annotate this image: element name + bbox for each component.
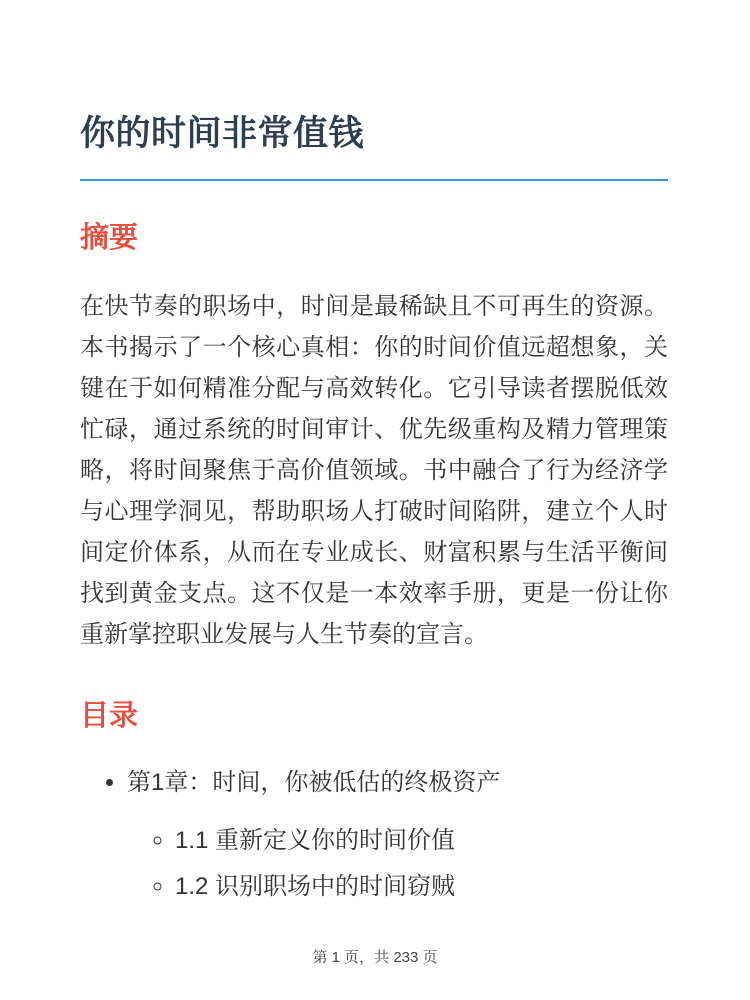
summary-heading: 摘要 — [80, 222, 139, 255]
page-number: 第 1 页，共 233 页 — [312, 949, 438, 966]
toc-chapter-label: 第1章：时间，你被低估的终极资产 — [127, 769, 501, 797]
toc-subitem: ◦ 1.1 重新定义你的时间价值 — [175, 821, 668, 861]
summary-paragraph: 在快节奏的职场中，时间是最稀缺且不可再生的资源。本书揭示了一个核心真相：你的时间价值远超想象，关键在于如何精准分配与高效转化。它引导读者摆脱低效忙碌，通过系统的时间审计、优先级重构及精力管理策略，将时间聚焦于高价值领域。书中融合了行为经济学与心理学洞见，帮助职场人打破时间陷阱，建立个人时间定价体系，从而在专业成长、财富积累与生活平衡间找到黄金支点。这不仅是一本效率手册，更是一份让你重新掌控职业发展与人生节奏的宣言。 — [80, 293, 668, 649]
page-title: 你的时间非常值钱 — [80, 0, 668, 181]
toc-sublist — [127, 821, 668, 907]
toc-list — [80, 763, 668, 907]
toc-chapter-item — [127, 763, 668, 907]
toc-subitem: ◦ 1.2 识别职场中的时间窃贼 — [175, 867, 668, 907]
toc-heading: 目录 — [80, 700, 139, 733]
